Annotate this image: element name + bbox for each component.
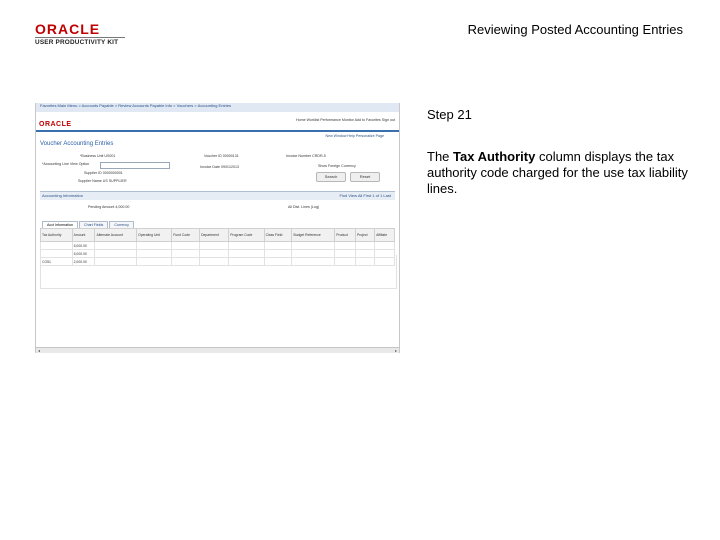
scroll-left-icon[interactable]: ◂ [37,348,40,353]
column-header[interactable]: Affiliate [375,229,395,242]
pending-amount-field: Pending Amount 4,000.00 [88,205,130,209]
desc-bold: Tax Authority [453,149,536,164]
invoice-date-field: Invoice Date 09/01/2013 [200,165,239,169]
table-cell [200,242,229,250]
breadcrumb-bar [36,103,399,112]
page-title: Reviewing Posted Accounting Entries [467,22,683,37]
app-brand: ORACLE [39,121,72,128]
header-divider [36,130,399,132]
voucher-id-field: Voucher ID 00000131 [204,154,239,158]
desc-suffix: column displays the tax authority code charged for the use tax liability lines. [427,149,688,196]
horizontal-scrollbar[interactable] [36,347,399,353]
table-cell [95,242,137,250]
application-screenshot [35,103,400,353]
supplier-name-field: Supplier Name US SUPPLIER [78,179,127,183]
dist-lines-link[interactable]: All Dist. Lines (Log) [288,205,320,209]
column-header[interactable]: Product [335,229,356,242]
table-cell [335,242,356,250]
app-page-title: Voucher Accounting Entries [40,141,114,147]
column-header[interactable]: Operating Unit [137,229,172,242]
invoice-number-field: Invoice Number CRDR-5 [286,154,326,158]
table-cell: 2,000.00 [72,258,95,266]
view-option-select[interactable] [100,162,170,169]
table-cell [41,242,73,250]
logo-divider [35,37,125,38]
business-unit-field: *Business Unit US001 [80,154,116,158]
supplier-id-field: Supplier ID 0000000001 [84,171,123,175]
table-cell [264,242,292,250]
logo-product: USER PRODUCTIVITY KIT [35,39,119,46]
grid-tabs [42,221,135,228]
desc-prefix: The [427,149,454,164]
section-title: Accounting Information [42,193,83,198]
top-links[interactable]: Home Worklist Performance Monitor Add to Favorites Sign out [295,118,395,122]
oracle-upk-logo [35,22,125,46]
table-row [41,242,395,250]
table-cell: 5,000.00 [72,242,95,250]
table-cell [355,242,374,250]
table-cell: CO51 [41,258,73,266]
foreign-currency-checkbox[interactable]: Show Foreign Currency [318,164,356,168]
table-cell [137,242,172,250]
column-header[interactable]: Budget Reference [292,229,335,242]
view-option-label: *Accounting Line View Option [42,162,90,166]
column-header[interactable]: Alternate Account [95,229,137,242]
table-header-row [41,229,395,242]
accounting-section-header [40,191,395,200]
table-empty-area [40,255,397,289]
tab-chart-fields[interactable]: Chart Fields [79,221,108,229]
column-header[interactable]: Tax Authority [41,229,73,242]
column-header[interactable]: Department [200,229,229,242]
table-cell [375,242,395,250]
column-header[interactable]: Fund Code [172,229,200,242]
tab-acct-information[interactable]: Acct Information [42,221,78,229]
search-button[interactable]: Search [316,172,346,182]
column-header[interactable]: Project [355,229,374,242]
table-cell [292,242,335,250]
step-description [427,149,697,197]
tab-currency[interactable]: Currency [109,221,134,229]
grid-navigation[interactable]: Find View All First 1 of 1 Last [339,193,391,198]
scroll-right-icon[interactable]: ▸ [394,348,397,353]
table-cell: 5,000.00 [72,250,95,258]
breadcrumb: Favorites Main Menu > Accounts Payable > Review Accounts Payable Info > Vouchers > Accounting Entries [40,103,231,108]
page-links[interactable]: New Window Help Personalize Page [325,134,384,138]
reset-button[interactable]: Reset [350,172,380,182]
table-cell [229,242,264,250]
step-label: Step 21 [427,107,472,122]
column-header[interactable]: Amount [72,229,95,242]
logo-brand: ORACLE [35,21,101,37]
table-cell [172,242,200,250]
column-header[interactable]: Program Code [229,229,264,242]
column-header[interactable]: Class Field [264,229,292,242]
